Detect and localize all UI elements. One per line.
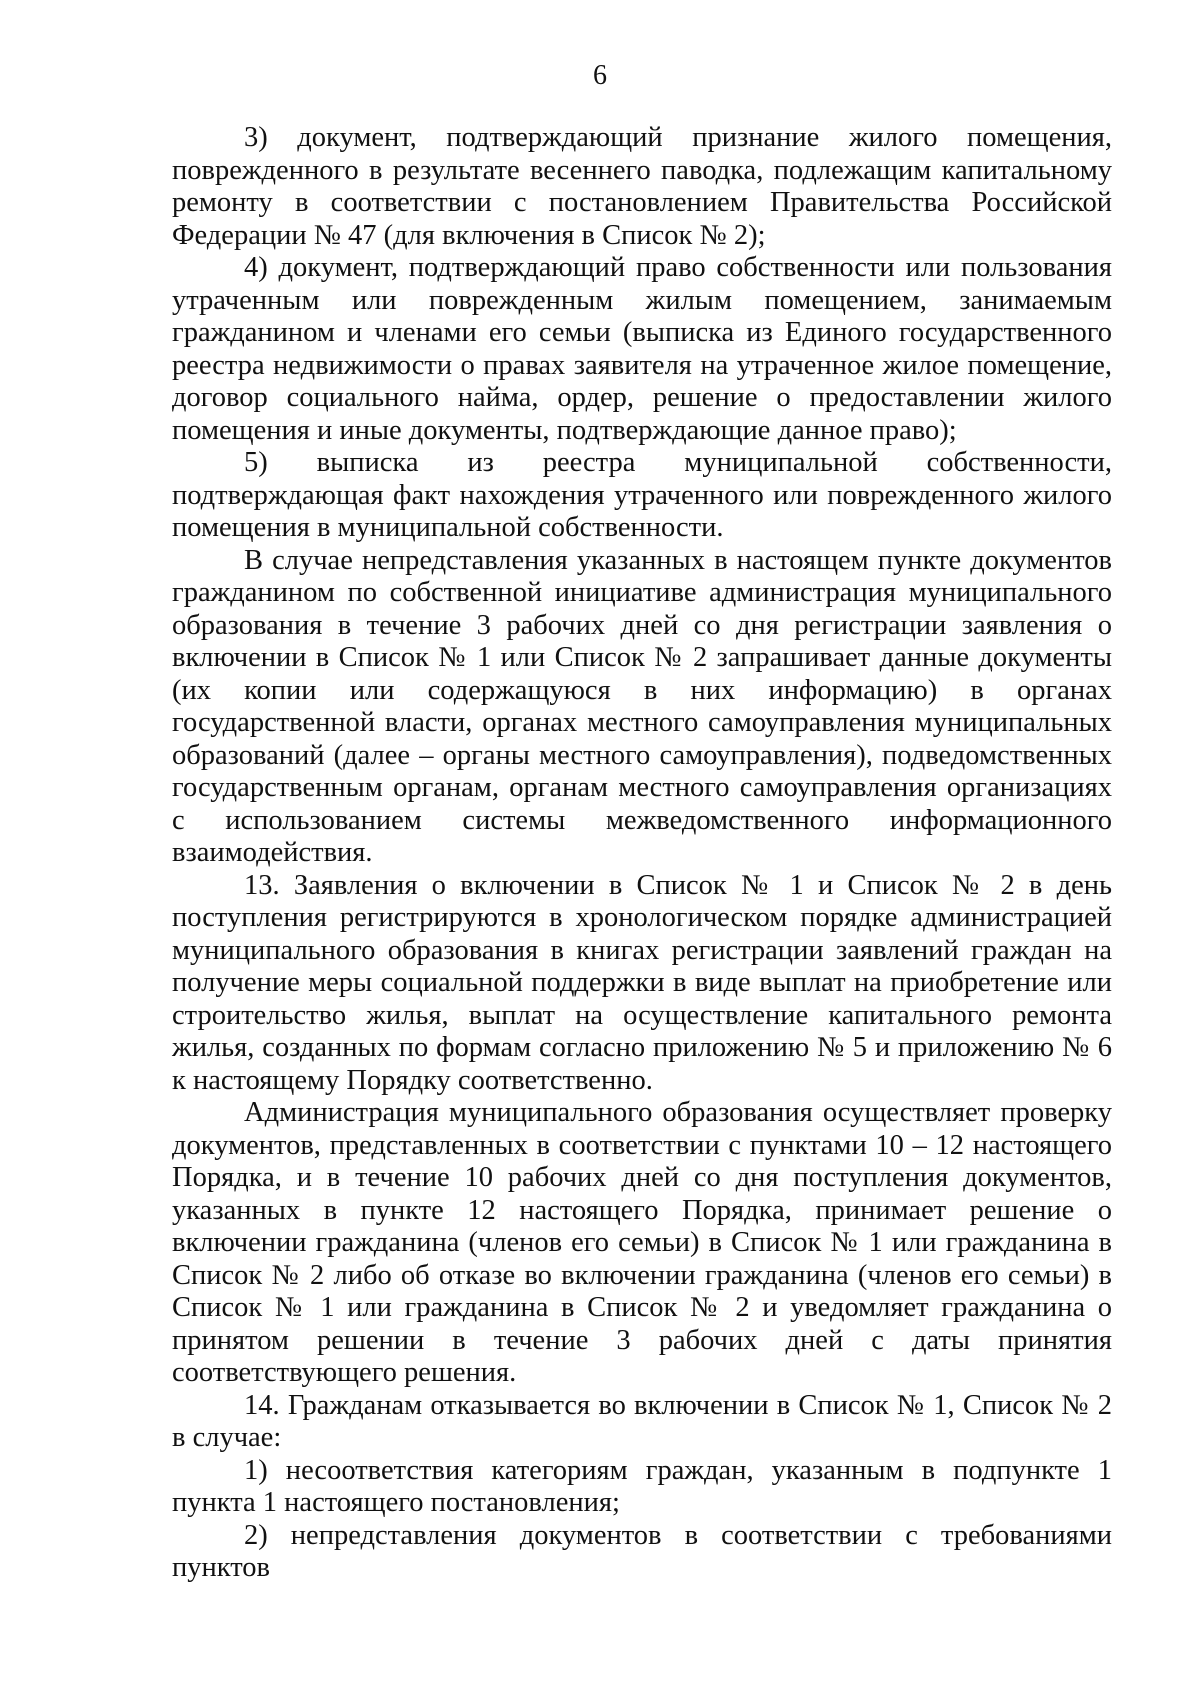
paragraph-section-13: 13. Заявления о включении в Список № 1 и Список № 2 в день поступления регистрируются в хронологическом порядке администрацией муниципального образования в книгах регистрации заявлений граждан на получение меры социальной поддержки в виде выплат на приобретение или строительство жилья, выплат на осуществление капитального ремонта жилья, созданных по формам согласно приложению № 5 и приложению № 6 к настоящему Порядку соответственно. (172, 869, 1112, 1096)
paragraph-reason-2: 2) непредставления документов в соответствии с требованиями пунктов (172, 1519, 1112, 1583)
paragraph-item-4: 4) документ, подтверждающий право собственности или пользования утраченным или поврежденным жилым помещением, занимаемым гражданином и членами его семьи (выписка из Единого государственного реестра недвижимости о правах заявителя на утраченное жилое помещение, договор социального найма, ордер, решение о предоставлении жилого помещения и иные документы, подтверждающие данное право); (172, 252, 1112, 446)
paragraph-non-submission: В случае непредставления указанных в настоящем пункте документов гражданином по собственной инициативе администрация муниципального образования в течение 3 рабочих дней со дня регистрации заявления о включении в Список № 1 или Список № 2 запрашивает данные документы (их копии или содержащуюся в них информацию) в органах государственной власти, органах местного самоуправления муниципальных образований (далее – органы местного самоуправления), подведомственных государственным органам, органам местного самоуправления организациях с использованием системы межведомственного информационного взаимодействия. (172, 544, 1112, 868)
paragraph-item-3: 3) документ, подтверждающий признание жилого помещения, поврежденного в результате весеннего паводка, подлежащим капитальному ремонту в соответствии с постановлением Правительства Российской Федерации № 47 (для включения в Список № 2); (172, 122, 1112, 251)
paragraph-administration-check: Администрация муниципального образования осуществляет проверку документов, представленных в соответствии с пунктами 10 – 12 настоящего Порядка, и в течение 10 рабочих дней со дня поступления документов, указанных в пункте 12 настоящего Порядка, принимает решение о включении гражданина (членов его семьи) в Список № 1 или гражданина в Список № 2 либо об отказе во включении гражданина (членов его семьи) в Список № 1 или гражданина в Список № 2 и уведомляет гражданина о принятом решении в течение 3 рабочих дней с даты принятия соответствующего решения. (172, 1097, 1112, 1388)
page-number: 6 (593, 60, 607, 91)
paragraph-section-14: 14. Гражданам отказывается во включении в Список № 1, Список № 2 в случае: (172, 1389, 1112, 1453)
paragraph-item-5: 5) выписка из реестра муниципальной собственности, подтверждающая факт нахождения утраченного или поврежденного жилого помещения в муниципальной собственности. (172, 447, 1112, 543)
document-body (172, 122, 1112, 1585)
paragraph-reason-1: 1) несоответствия категориям граждан, указанным в подпункте 1 пункта 1 настоящего постановления; (172, 1454, 1112, 1518)
